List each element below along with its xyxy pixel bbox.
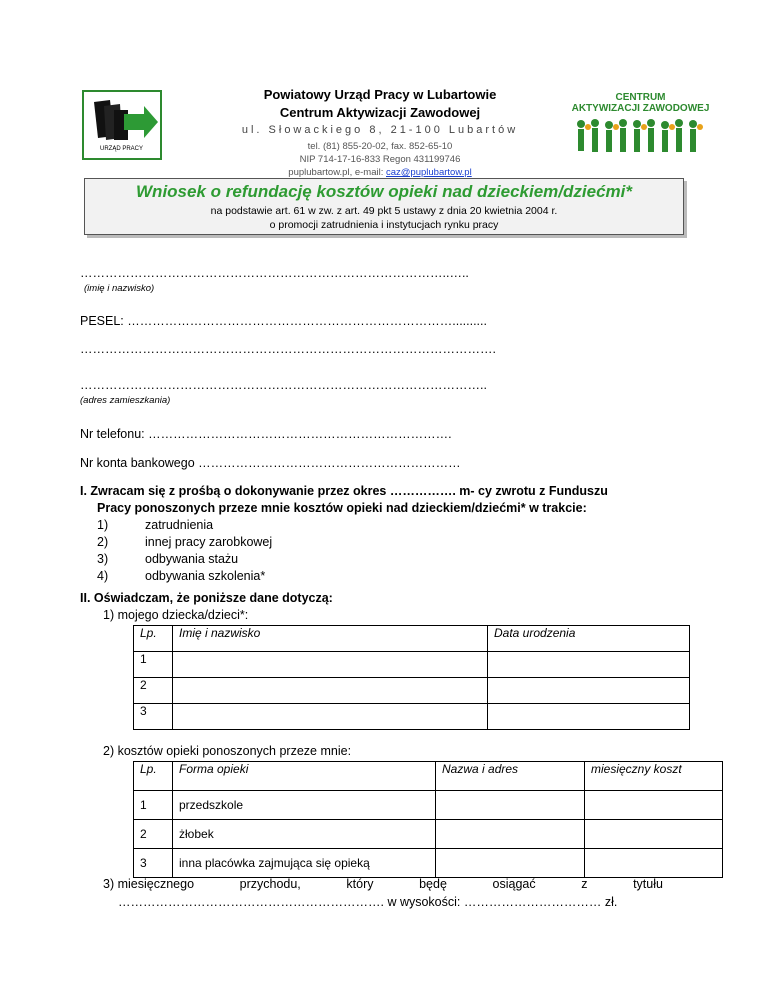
section-2-heading: II. Oświadczam, że poniższe dane dotyczą:	[80, 591, 333, 605]
pesel-field[interactable]: PESEL: ……………………………………………………………………..........	[80, 314, 487, 328]
table-header-row: Lp. Forma opieki Nazwa i adres miesięczny koszt	[134, 762, 723, 791]
section-1-list	[97, 517, 272, 585]
name-hint: (imię i nazwisko)	[84, 283, 155, 294]
section-2-sub2: 2) kosztów opieki ponoszonych przeze mnie:	[103, 744, 352, 758]
section-1-text: I. Zwracam się z prośbą o dokonywanie przez okres ……………. m- cy zwrotu z Funduszu Pracy ponoszonych przeze mnie kosztów opieki nad dzieckiem/dziećmi* w trakcie:	[80, 484, 608, 515]
children-table	[133, 625, 690, 730]
income-amount-field[interactable]: ………………………………………………………. w wysokości: …………………………… zł.	[118, 895, 618, 909]
organization-name: Powiatowy Urząd Pracy w Lubartowie Centrum Aktywizacji Zawodowej	[263, 87, 497, 120]
table-row: 2	[134, 678, 690, 704]
table-row: 3 inna placówka zajmująca się opieką	[134, 849, 723, 878]
address-hint: (adres zamieszkania)	[80, 395, 171, 406]
legal-basis: na podstawie art. 61 w zw. z art. 49 pkt 5 ustawy z dnia 20 kwietnia 2004 r. o promocji zatrudnienia i instytucjach rynku pracy	[210, 205, 558, 231]
bank-account-field[interactable]: Nr konta bankowego ………………………………………………………	[80, 456, 461, 470]
list-item: 4) odbywania szkolenia*	[97, 569, 266, 583]
care-costs-table	[133, 761, 723, 878]
list-item: 3) odbywania stażu	[97, 552, 239, 566]
table-row: 1 przedszkole	[134, 791, 723, 820]
form-title: Wniosek o refundację kosztów opieki nad dzieckiem/dziećmi*	[136, 182, 632, 201]
table-row: 2 żłobek	[134, 820, 723, 849]
list-item: 1) zatrudnienia	[97, 518, 214, 532]
table-header-row: Lp. Imię i nazwisko Data urodzenia	[134, 626, 690, 652]
address-field-line1[interactable]: ……………………………………………………………………………………….	[80, 342, 496, 356]
caz-logo: CENTRUM AKTYWIZACJI ZAWODOWEJ	[568, 92, 713, 162]
phone-field[interactable]: Nr telefonu: ……………………………………………………………….	[80, 427, 452, 441]
email-link[interactable]: caz@puplubartow.pl	[386, 167, 472, 178]
list-item: 2) innej pracy zarobkowej	[97, 535, 273, 549]
section-2-sub3: 3) miesięcznego przychodu, który będę osiągać z tytułu	[103, 877, 663, 891]
pup-logo-text: URZĄD PRACY	[100, 146, 144, 152]
address-field-line2[interactable]: ……………………………………………………………………………………..	[80, 378, 487, 392]
form-title-box	[84, 178, 684, 235]
organization-contact: tel. (81) 855-20-02, fax. 852-65-10 NIP 714-17-16-833 Regon 431199746 puplubartow.pl, e-mail: caz@puplubartow.pl	[288, 141, 472, 178]
table-row: 1	[134, 652, 690, 678]
table-row: 3	[134, 704, 690, 730]
pup-logo	[82, 90, 162, 160]
section-2-sub1: 1) mojego dziecka/dzieci*:	[103, 608, 249, 622]
organization-address: ul. Słowackiego 8, 21-100 Lubartów	[241, 124, 519, 136]
name-field[interactable]: ……………………………………………………………………………..…..	[80, 266, 469, 280]
